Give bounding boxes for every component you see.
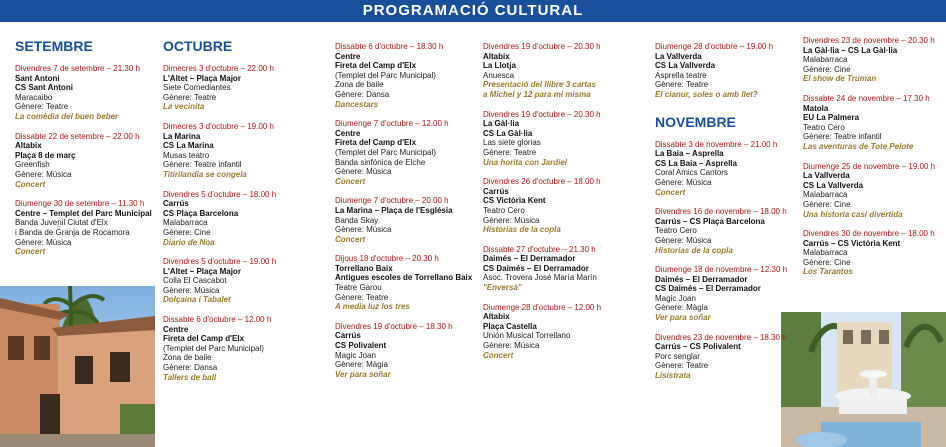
event-date: Diumenge 28 d'octubre – 19.00 h	[655, 42, 774, 51]
event-detail: Presentació del llibre 3 cartas	[483, 80, 596, 90]
event-item	[655, 140, 787, 198]
event-place: Altabix	[15, 141, 42, 151]
event-detail: Gènere: Teatre	[655, 80, 709, 90]
event-detail: (Templet del Parc Municipal)	[335, 70, 436, 80]
month-heading-setembre: SETEMBRE	[15, 38, 93, 54]
event-date: Dissabte 27 d'octubre – 21.30 h	[483, 244, 596, 254]
event-detail: Gènere: Cine	[803, 64, 851, 74]
event-venue: CS Daimés – El Derramador	[655, 284, 761, 294]
event-detail: Magic Joan	[655, 293, 696, 303]
event-detail: Magic Joan	[335, 350, 376, 360]
event-detail: Gènere: Teatre infantil	[163, 160, 242, 170]
event-detail: Anuesca	[483, 70, 515, 80]
event-detail: Malabarraca	[803, 55, 848, 65]
event-place: Matola	[803, 103, 829, 113]
event-item	[803, 36, 935, 84]
event-venue: Fireta del Camp d'Elx	[335, 138, 417, 148]
event-venue: CS La Marina	[163, 141, 214, 151]
event-date: Divendres 19 d'octubre – 18.30 h	[335, 321, 453, 331]
event-title: Concert	[15, 179, 46, 189]
event-item	[15, 199, 152, 257]
event-place: Centre – Templet del Parc Municipal	[15, 208, 152, 218]
event-date: Dissabte 6 d'octubre – 12.00 h	[163, 315, 272, 325]
event-detail: Gènere: Teatre	[483, 147, 537, 157]
column-1	[15, 36, 152, 267]
event-date: Dissabte 22 de setembre – 22.00 h	[15, 131, 140, 141]
event-detail: Gènere: Teatre	[15, 102, 69, 112]
event-title: Tallers de ball	[163, 372, 217, 382]
event-date: Divendres 30 de novembre – 18.00 h	[803, 229, 935, 239]
event-venue: Fireta del Camp d'Elx	[163, 334, 245, 344]
event-item	[803, 229, 935, 277]
event-place: Centre	[335, 128, 361, 138]
event-title: El cianur, soles o amb llet?	[655, 89, 758, 99]
page-title: PROGRAMACIÓ CULTURAL	[362, 2, 584, 19]
event-detail: Teatro Cero	[483, 205, 525, 215]
event-detail: Gènere: Cine	[803, 199, 851, 209]
event-venue: CS Plaça Barcelona	[163, 208, 239, 218]
event-title: El show de Truman	[803, 74, 877, 84]
event-detail: Zona de baile	[163, 353, 212, 363]
event-detail: Malabarraca	[163, 218, 208, 228]
event-venue: Plaça 8 de març	[15, 150, 76, 160]
event-detail: Teatre Garou	[335, 283, 382, 293]
event-place: La Marina – Plaça de l'Església	[335, 205, 453, 215]
event-date: Divendres 16 de novembre – 18.00 h	[655, 207, 787, 217]
event-title: Ver para soñar	[335, 369, 391, 379]
event-date: Dijous 18 d'octubre – 20.30 h	[335, 254, 439, 264]
event-detail: Gènere: Màgia	[335, 360, 388, 370]
column-6	[803, 36, 935, 287]
event-date: Divendres 23 de novembre – 20.30 h	[803, 36, 935, 45]
event-title: Concert	[483, 350, 514, 360]
event-item	[335, 42, 472, 109]
event-item	[483, 42, 601, 100]
fountain-photo	[781, 312, 946, 447]
event-item	[163, 64, 276, 112]
event-detail: Gènere: Teatre	[335, 292, 389, 302]
event-title: Ver para soñar	[655, 313, 711, 323]
event-place: Daimés – El Derramador	[483, 254, 576, 264]
month-heading-octubre: OCTUBRE	[163, 38, 233, 54]
event-title: Una historia casi divertida	[803, 209, 903, 219]
event-title: Las aventuras de Tote Pelote	[803, 141, 914, 151]
event-place: Carrús – CS Victòria Kent	[803, 238, 901, 248]
event-detail: Colla El Cascabot	[163, 276, 227, 286]
event-detail: i Banda de Granja de Rocamora	[15, 227, 130, 237]
event-detail: Gènere: Música	[655, 235, 712, 245]
event-detail: Gènere: Música	[483, 341, 540, 351]
event-title: Concert	[335, 176, 366, 186]
event-place: La Marina	[163, 131, 201, 141]
event-item	[163, 190, 276, 248]
event-venue: EU La Palmera	[803, 113, 860, 123]
event-date: Divendres 7 de setembre – 21.30 h	[15, 64, 140, 73]
event-item	[483, 245, 601, 293]
event-title: Dancestars	[335, 99, 379, 109]
event-item	[335, 119, 472, 186]
event-detail: Gènere: Teatre	[163, 92, 217, 102]
event-item	[803, 162, 935, 220]
event-detail: Teatro Cero	[655, 226, 697, 236]
column-5	[655, 42, 787, 391]
event-place: Centre	[163, 324, 189, 334]
event-detail: Malabarraca	[803, 190, 848, 200]
event-title: Historias de la copla	[655, 245, 733, 255]
event-date: Diumenge 25 de novembre – 19.00 h	[803, 161, 936, 171]
event-detail: Greenfish	[15, 160, 50, 170]
event-detail: Banda sinfónica de Elche	[335, 157, 426, 167]
event-place: La Gàl·lia – CS La Gàl·lia	[803, 45, 898, 55]
event-title: Titirilandia se congela	[163, 169, 247, 179]
event-title: Los Tarantos	[803, 267, 853, 277]
event-place: Altabix	[483, 312, 510, 322]
event-place: Sant Antoni	[15, 73, 60, 83]
event-detail: Gènere: Cine	[803, 257, 851, 267]
event-place: Altabix	[483, 51, 510, 61]
event-detail: Malabarraca	[803, 248, 848, 258]
event-venue: CS Sant Antoni	[15, 83, 73, 93]
event-date: Diumenge 18 de novembre – 12.30 h	[655, 265, 788, 275]
event-venue: CS La Vallverda	[803, 180, 864, 190]
event-date: Divendres 5 d'octubre – 19.00 h	[163, 257, 277, 267]
event-detail: Gènere: Teatre	[655, 361, 709, 371]
event-place: Carrús – CS Plaça Barcelona	[655, 216, 765, 226]
event-venue: CS Polivalent	[335, 341, 387, 351]
event-detail: Gènere: Música	[15, 169, 72, 179]
event-venue: Plaça Castella	[483, 321, 537, 331]
event-date: Divendres 23 de novembre – 18.30 h	[655, 332, 787, 342]
event-date: Divendres 26 d'octubre – 18.00 h	[483, 177, 601, 187]
event-item	[335, 254, 472, 312]
event-item	[483, 303, 601, 361]
event-detail: Las siete glorias	[483, 138, 541, 148]
event-title: Historias de la copla	[483, 225, 561, 235]
event-title: a Michel y 12 para mi misma	[483, 89, 591, 99]
event-title: Concert	[335, 234, 366, 244]
event-place: L'Altet – Plaça Major	[163, 266, 241, 276]
event-item	[655, 265, 787, 323]
event-detail: Banda Skay	[335, 215, 379, 225]
month-heading-novembre: NOVEMBRE	[655, 113, 736, 130]
event-venue: CS Daimés – El Derramador	[483, 263, 589, 273]
event-place: La Vallverda	[655, 51, 702, 61]
event-item	[655, 333, 787, 381]
event-title: Diario de Noa	[163, 237, 215, 247]
event-venue: CS La Vallverda	[655, 61, 716, 71]
event-venue: CS La Gàl·lia	[483, 128, 533, 138]
event-title: Lisístrata	[655, 371, 691, 381]
event-venue: Fireta del Camp d'Elx	[335, 61, 417, 71]
event-detail: Zona de baile	[335, 80, 384, 90]
event-date: Diumenge 7 d'octubre – 12.00 h	[335, 119, 449, 129]
event-place: La Baia – Asprella	[655, 149, 724, 159]
event-detail: (Templet del Parc Municipal)	[335, 147, 436, 157]
event-date: Dimecres 3 d'octubre – 22.00 h	[163, 64, 274, 73]
event-item	[163, 315, 276, 382]
event-place: Carrús	[163, 199, 189, 209]
event-detail: Unión Musical Torrellano	[483, 331, 571, 341]
event-date: Diumenge 7 d'octubre – 20.00 h	[335, 196, 449, 206]
event-place: La Vallverda	[803, 171, 850, 181]
event-item	[15, 64, 152, 122]
event-venue: La Llotja	[483, 61, 516, 71]
event-title: Concert	[15, 247, 46, 257]
event-place: Centre	[335, 51, 361, 61]
event-detail: Gènere: Música	[163, 285, 220, 295]
event-title: La comèdia del buen beber	[15, 111, 119, 121]
event-date: Diumenge 30 de setembre – 11.30 h	[15, 199, 145, 209]
event-place: Daimés – El Derramador	[655, 274, 748, 284]
event-date: Dimecres 3 d'octubre – 19.00 h	[163, 121, 274, 131]
event-date: Dissabte 6 d'octubre – 18.30 h	[335, 42, 444, 51]
event-detail: Gènere: Teatre infantil	[803, 132, 882, 142]
event-title: Concert	[655, 187, 686, 197]
event-venue: CS La Baia – Asprella	[655, 158, 737, 168]
event-place: Carrús	[335, 331, 361, 341]
event-title: Dolçaina i Tabalet	[163, 295, 231, 305]
event-detail: Maracaibo	[15, 92, 53, 102]
event-detail: Gènere: Música	[483, 215, 540, 225]
event-title: A media luz los tres	[335, 302, 410, 312]
event-place: La Gàl·lia	[483, 119, 520, 129]
event-item	[163, 257, 276, 305]
event-detail: Musas teatro	[163, 150, 210, 160]
event-place: Carrús	[483, 186, 509, 196]
event-title: La vecinita	[163, 102, 205, 112]
event-date: Diumenge 28 d'octubre – 12.00 h	[483, 302, 602, 312]
column-2	[163, 36, 276, 392]
event-title: Una horita con Jardiel	[483, 157, 568, 167]
event-detail: Teatro Cero	[803, 122, 845, 132]
event-detail: Gènere: Música	[335, 167, 392, 177]
event-venue: Antigues escoles de Torrellano Baix	[335, 273, 473, 283]
event-detail: Banda Juvenil Ciutat d'Elx	[15, 218, 108, 228]
event-date: Dissabte 3 de novembre – 21.00 h	[655, 139, 778, 149]
event-item	[483, 110, 601, 168]
event-date: Dissabte 24 de novembre – 17.30 h	[803, 93, 930, 103]
event-place: L'Altet – Plaça Major	[163, 73, 241, 83]
event-detail: Gènere: Dansa	[335, 89, 390, 99]
event-detail: Siete Comediantes	[163, 83, 231, 93]
event-detail: Gènere: Dansa	[163, 363, 218, 373]
event-detail: (Templet del Parc Municipal)	[163, 343, 264, 353]
event-place: Torrellano Baix	[335, 263, 393, 273]
event-detail: Gènere: Música	[335, 225, 392, 235]
event-detail: Gènere: Màgia	[655, 303, 708, 313]
event-item	[163, 122, 276, 180]
event-item	[335, 196, 472, 244]
column-4	[483, 42, 601, 370]
event-detail: Porc senglar	[655, 351, 700, 361]
event-title: "Enversà"	[483, 283, 522, 293]
event-detail: Gènere: Música	[15, 237, 72, 247]
event-detail: Gènere: Cine	[163, 227, 211, 237]
event-date: Divendres 19 d'octubre – 20.30 h	[483, 42, 601, 51]
event-place: Carrús – CS Polivalent	[655, 342, 741, 352]
event-venue: CS Victòria Kent	[483, 196, 546, 206]
event-detail: Gènere: Música	[655, 177, 712, 187]
event-item	[803, 94, 935, 152]
event-date: Divendres 19 d'octubre – 20.30 h	[483, 109, 601, 119]
event-item	[335, 322, 472, 380]
event-item	[15, 132, 152, 190]
event-item	[483, 177, 601, 235]
event-item	[655, 42, 787, 100]
event-detail: Asprella teatre	[655, 70, 707, 80]
event-detail: Coral Amics Cantors	[655, 168, 728, 178]
house-photo	[0, 286, 155, 447]
event-date: Divendres 5 d'octubre – 18.00 h	[163, 189, 277, 199]
event-detail: Asoc. Trovera José María Marín	[483, 273, 597, 283]
column-3	[335, 42, 472, 389]
event-item	[655, 207, 787, 255]
